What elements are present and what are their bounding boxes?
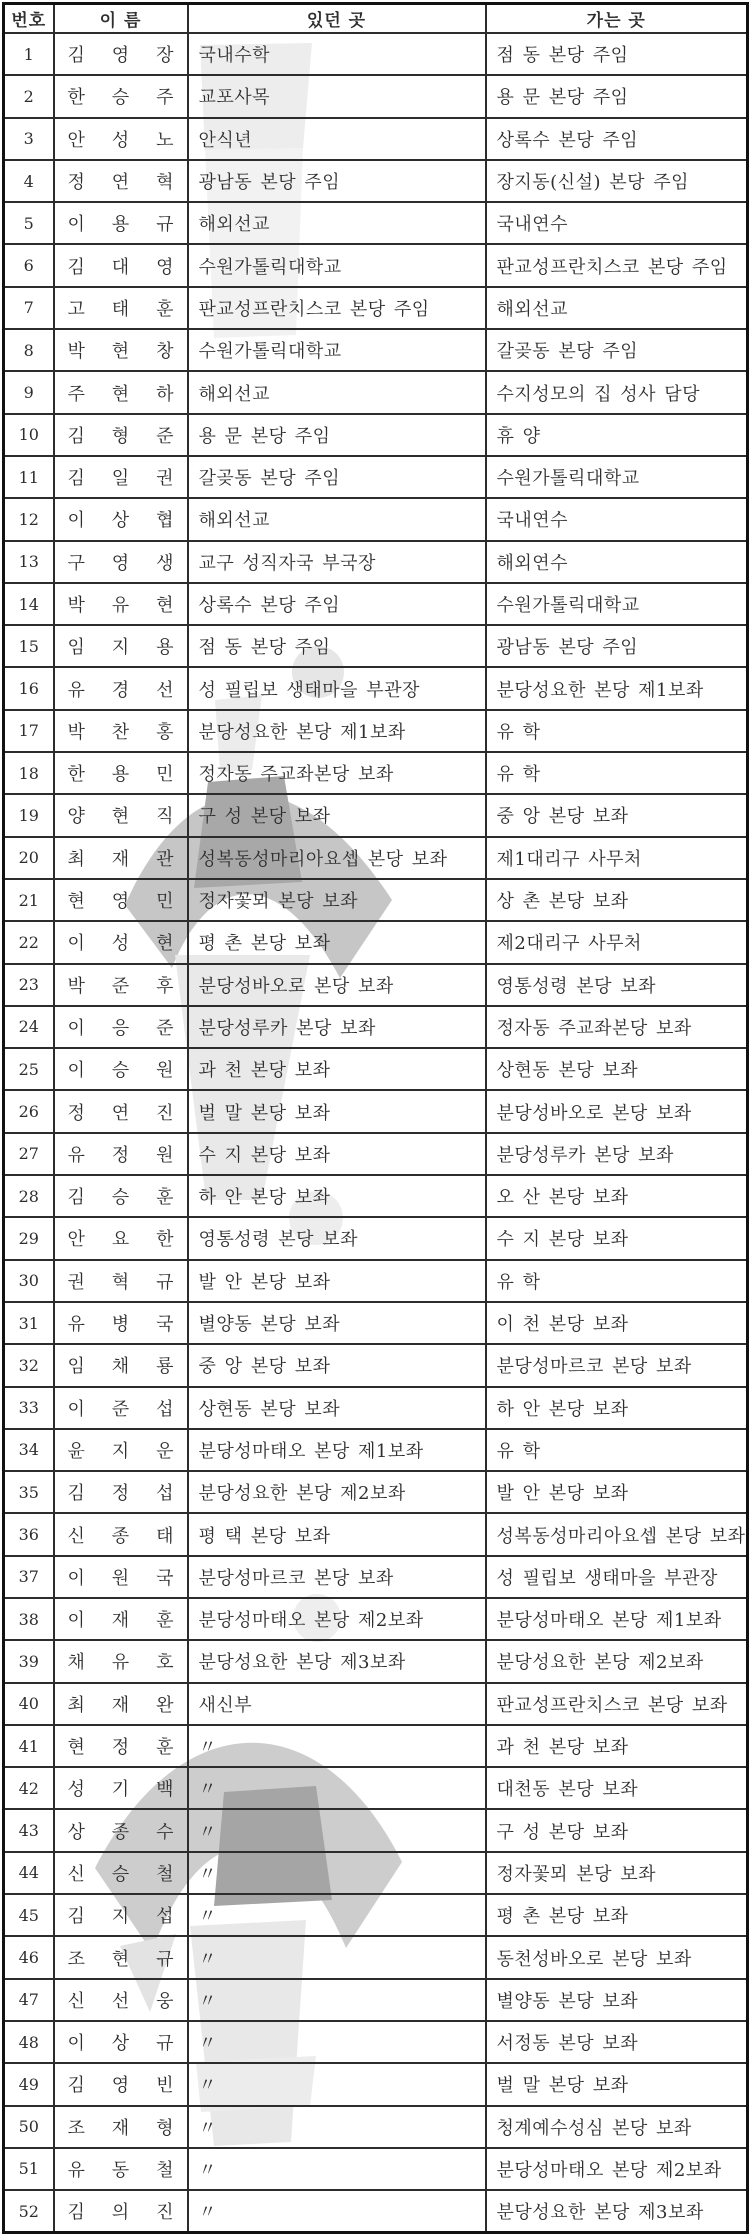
cell-name: 이 준 섭 [54,1387,188,1429]
cell-previous-post: 해외선교 [188,202,486,244]
cell-new-post: 평 촌 본당 보좌 [486,1894,748,1936]
cell-new-post: 정자동 주교좌본당 보좌 [486,1006,748,1048]
cell-number: 40 [4,1683,54,1725]
cell-number: 52 [4,2190,54,2232]
cell-previous-post: 정자동 주교좌본당 보좌 [188,752,486,794]
cell-new-post: 하 안 본당 보좌 [486,1387,748,1429]
table-row [4,1471,748,1513]
table-row [4,287,748,329]
table-row [4,2190,748,2232]
cell-name: 임 채 룡 [54,1344,188,1386]
cell-number: 44 [4,1852,54,1894]
cell-new-post: 별양동 본당 보좌 [486,1979,748,2021]
cell-previous-post: 〃 [188,1852,486,1894]
cell-number: 13 [4,541,54,583]
table-row [4,456,748,498]
cell-number: 16 [4,667,54,709]
cell-previous-post: 새신부 [188,1683,486,1725]
cell-number: 39 [4,1640,54,1682]
cell-new-post: 장지동(신설) 본당 주임 [486,160,748,202]
cell-name: 김 승 훈 [54,1175,188,1217]
cell-number: 4 [4,160,54,202]
cell-number: 18 [4,752,54,794]
cell-previous-post: 상록수 본당 주임 [188,583,486,625]
table-row [4,202,748,244]
cell-previous-post: 분당성요한 본당 제1보좌 [188,710,486,752]
cell-previous-post: 수원가톨릭대학교 [188,329,486,371]
table-row [4,244,748,286]
cell-previous-post: 〃 [188,1809,486,1851]
cell-number: 17 [4,710,54,752]
cell-name: 조 재 형 [54,2106,188,2148]
cell-new-post: 분당성마르코 본당 보좌 [486,1344,748,1386]
cell-name: 양 현 직 [54,794,188,836]
cell-name: 신 종 태 [54,1513,188,1555]
cell-previous-post: 수원가톨릭대학교 [188,244,486,286]
cell-previous-post: 분당성요한 본당 제3보좌 [188,1640,486,1682]
cell-number: 7 [4,287,54,329]
table-row [4,1344,748,1386]
table-row [4,667,748,709]
cell-name: 박 찬 홍 [54,710,188,752]
table-row [4,33,748,75]
cell-number: 50 [4,2106,54,2148]
cell-name: 안 성 노 [54,118,188,160]
cell-new-post: 분당성요한 본당 제3보좌 [486,2190,748,2232]
cell-number: 22 [4,921,54,963]
cell-name: 김 영 장 [54,33,188,75]
cell-name: 임 지 용 [54,625,188,667]
cell-new-post: 국내연수 [486,202,748,244]
cell-new-post: 과 천 본당 보좌 [486,1725,748,1767]
cell-new-post: 분당성요한 본당 제1보좌 [486,667,748,709]
personnel-transfer-table [2,2,749,2234]
cell-number: 51 [4,2148,54,2190]
cell-number: 21 [4,879,54,921]
cell-name: 김 일 권 [54,456,188,498]
cell-new-post: 제1대리구 사무처 [486,837,748,879]
table-row [4,160,748,202]
cell-number: 20 [4,837,54,879]
table-row [4,1260,748,1302]
cell-number: 46 [4,1936,54,1978]
table-row [4,921,748,963]
cell-previous-post: 〃 [188,1894,486,1936]
table-row [4,1048,748,1090]
column-header-previous-post: 있던 곳 [188,4,486,34]
table-row [4,837,748,879]
cell-previous-post: 상현동 본당 보좌 [188,1387,486,1429]
cell-name: 정 연 진 [54,1090,188,1132]
cell-new-post: 용 문 본당 주임 [486,75,748,117]
cell-name: 성 기 백 [54,1767,188,1809]
cell-name: 박 현 창 [54,329,188,371]
column-header-name: 이 름 [54,4,188,34]
cell-number: 27 [4,1133,54,1175]
cell-previous-post: 평 촌 본당 보좌 [188,921,486,963]
cell-new-post: 상현동 본당 보좌 [486,1048,748,1090]
cell-previous-post: 분당성마태오 본당 제1보좌 [188,1429,486,1471]
cell-previous-post: 〃 [188,2106,486,2148]
cell-previous-post: 교포사목 [188,75,486,117]
cell-new-post: 휴 양 [486,414,748,456]
cell-name: 최 재 관 [54,837,188,879]
cell-previous-post: 수 지 본당 보좌 [188,1133,486,1175]
cell-new-post: 정자꽃뫼 본당 보좌 [486,1852,748,1894]
cell-name: 안 요 한 [54,1217,188,1259]
cell-previous-post: 분당성바오로 본당 보좌 [188,964,486,1006]
cell-name: 주 현 하 [54,371,188,413]
cell-new-post: 분당성루카 본당 보좌 [486,1133,748,1175]
table-row [4,2063,748,2105]
cell-number: 2 [4,75,54,117]
cell-previous-post: 과 천 본당 보좌 [188,1048,486,1090]
cell-number: 6 [4,244,54,286]
cell-previous-post: 분당성마르코 본당 보좌 [188,1556,486,1598]
cell-previous-post: 분당성요한 본당 제2보좌 [188,1471,486,1513]
cell-previous-post: 〃 [188,2063,486,2105]
cell-name: 이 승 원 [54,1048,188,1090]
cell-previous-post: 발 안 본당 보좌 [188,1260,486,1302]
cell-previous-post: 〃 [188,1725,486,1767]
cell-new-post: 광남동 본당 주임 [486,625,748,667]
cell-previous-post: 정자꽃뫼 본당 보좌 [188,879,486,921]
cell-previous-post: 〃 [188,2190,486,2232]
cell-previous-post: 평 택 본당 보좌 [188,1513,486,1555]
cell-previous-post: 하 안 본당 보좌 [188,1175,486,1217]
table-row [4,1809,748,1851]
cell-number: 3 [4,118,54,160]
table-row [4,1387,748,1429]
cell-name: 김 형 준 [54,414,188,456]
cell-new-post: 수 지 본당 보좌 [486,1217,748,1259]
cell-new-post: 유 학 [486,1260,748,1302]
cell-new-post: 해외선교 [486,287,748,329]
cell-new-post: 유 학 [486,752,748,794]
cell-new-post: 오 산 본당 보좌 [486,1175,748,1217]
cell-new-post: 갈곶동 본당 주임 [486,329,748,371]
cell-new-post: 수원가톨릭대학교 [486,583,748,625]
cell-previous-post: 용 문 본당 주임 [188,414,486,456]
table-row [4,75,748,117]
cell-new-post: 청계예수성심 본당 보좌 [486,2106,748,2148]
table-row [4,964,748,1006]
cell-number: 11 [4,456,54,498]
cell-previous-post: 중 앙 본당 보좌 [188,1344,486,1386]
cell-new-post: 판교성프란치스코 본당 보좌 [486,1683,748,1725]
cell-new-post: 이 천 본당 보좌 [486,1302,748,1344]
cell-previous-post: 해외선교 [188,371,486,413]
cell-name: 조 현 규 [54,1936,188,1978]
cell-number: 32 [4,1344,54,1386]
cell-number: 38 [4,1598,54,1640]
cell-name: 유 정 원 [54,1133,188,1175]
cell-name: 신 선 웅 [54,1979,188,2021]
cell-new-post: 수지성모의 집 성사 담당 [486,371,748,413]
table-row [4,1598,748,1640]
cell-number: 25 [4,1048,54,1090]
table-row [4,371,748,413]
cell-new-post: 분당성마태오 본당 제2보좌 [486,2148,748,2190]
cell-number: 14 [4,583,54,625]
cell-previous-post: 판교성프란치스코 본당 주임 [188,287,486,329]
table-row [4,794,748,836]
cell-name: 구 영 생 [54,541,188,583]
table-row [4,414,748,456]
cell-new-post: 상록수 본당 주임 [486,118,748,160]
cell-previous-post: 안식년 [188,118,486,160]
table-row [4,1175,748,1217]
table-row [4,2148,748,2190]
cell-name: 고 태 훈 [54,287,188,329]
table-row [4,1894,748,1936]
cell-new-post: 점 동 본당 주임 [486,33,748,75]
cell-number: 45 [4,1894,54,1936]
cell-previous-post: 〃 [188,2021,486,2063]
cell-previous-post: 분당성루카 본당 보좌 [188,1006,486,1048]
cell-new-post: 서정동 본당 보좌 [486,2021,748,2063]
cell-name: 유 병 국 [54,1302,188,1344]
table-row [4,625,748,667]
cell-name: 최 재 완 [54,1683,188,1725]
cell-name: 정 연 혁 [54,160,188,202]
cell-new-post: 유 학 [486,710,748,752]
cell-name: 신 승 철 [54,1852,188,1894]
cell-number: 36 [4,1513,54,1555]
cell-previous-post: 〃 [188,1936,486,1978]
table-row [4,1513,748,1555]
cell-name: 박 유 현 [54,583,188,625]
header-row [4,4,748,34]
cell-new-post: 구 성 본당 보좌 [486,1809,748,1851]
cell-name: 상 종 수 [54,1809,188,1851]
cell-previous-post: 〃 [188,2148,486,2190]
cell-number: 41 [4,1725,54,1767]
cell-name: 이 원 국 [54,1556,188,1598]
cell-previous-post: 영통성령 본당 보좌 [188,1217,486,1259]
cell-name: 윤 지 운 [54,1429,188,1471]
cell-name: 이 용 규 [54,202,188,244]
cell-new-post: 영통성령 본당 보좌 [486,964,748,1006]
cell-new-post: 발 안 본당 보좌 [486,1471,748,1513]
column-header-number: 번호 [4,4,54,34]
cell-number: 15 [4,625,54,667]
cell-previous-post: 별양동 본당 보좌 [188,1302,486,1344]
cell-number: 37 [4,1556,54,1598]
cell-number: 42 [4,1767,54,1809]
table-row [4,710,748,752]
cell-number: 23 [4,964,54,1006]
cell-name: 김 지 섭 [54,1894,188,1936]
table-row [4,2021,748,2063]
cell-new-post: 성 필립보 생태마을 부관장 [486,1556,748,1598]
cell-new-post: 대천동 본당 보좌 [486,1767,748,1809]
table-row [4,1006,748,1048]
cell-number: 47 [4,1979,54,2021]
cell-number: 29 [4,1217,54,1259]
table-row [4,2106,748,2148]
cell-previous-post: 성복동성마리아요셉 본당 보좌 [188,837,486,879]
cell-name: 유 동 철 [54,2148,188,2190]
table-row [4,1725,748,1767]
cell-name: 김 영 빈 [54,2063,188,2105]
cell-number: 48 [4,2021,54,2063]
cell-number: 9 [4,371,54,413]
table-row [4,752,748,794]
cell-number: 49 [4,2063,54,2105]
table-row [4,1683,748,1725]
cell-new-post: 분당성바오로 본당 보좌 [486,1090,748,1132]
cell-new-post: 분당성요한 본당 제2보좌 [486,1640,748,1682]
cell-new-post: 중 앙 본당 보좌 [486,794,748,836]
cell-name: 이 상 협 [54,498,188,540]
cell-name: 이 상 규 [54,2021,188,2063]
table-row [4,1936,748,1978]
cell-previous-post: 분당성마태오 본당 제2보좌 [188,1598,486,1640]
cell-number: 43 [4,1809,54,1851]
cell-previous-post: 성 필립보 생태마을 부관장 [188,667,486,709]
cell-name: 이 응 준 [54,1006,188,1048]
cell-new-post: 상 촌 본당 보좌 [486,879,748,921]
cell-name: 이 성 현 [54,921,188,963]
cell-new-post: 분당성마태오 본당 제1보좌 [486,1598,748,1640]
column-header-new-post: 가는 곳 [486,4,748,34]
cell-previous-post: 광남동 본당 주임 [188,160,486,202]
cell-previous-post: 교구 성직자국 부국장 [188,541,486,583]
cell-number: 33 [4,1387,54,1429]
cell-name: 김 의 진 [54,2190,188,2232]
cell-name: 한 승 주 [54,75,188,117]
table-row [4,1852,748,1894]
table-row [4,541,748,583]
cell-number: 35 [4,1471,54,1513]
cell-number: 24 [4,1006,54,1048]
cell-new-post: 판교성프란치스코 본당 주임 [486,244,748,286]
cell-previous-post: 해외선교 [188,498,486,540]
cell-name: 현 정 훈 [54,1725,188,1767]
cell-previous-post: 벌 말 본당 보좌 [188,1090,486,1132]
cell-previous-post: 점 동 본당 주임 [188,625,486,667]
table-row [4,879,748,921]
cell-previous-post: 갈곶동 본당 주임 [188,456,486,498]
table-row [4,1979,748,2021]
table-row [4,1556,748,1598]
cell-name: 유 경 선 [54,667,188,709]
table-row [4,1640,748,1682]
cell-number: 28 [4,1175,54,1217]
cell-new-post: 수원가톨릭대학교 [486,456,748,498]
cell-new-post: 해외연수 [486,541,748,583]
cell-new-post: 성복동성마리아요셉 본당 보좌 [486,1513,748,1555]
cell-name: 현 영 민 [54,879,188,921]
cell-number: 10 [4,414,54,456]
table-row [4,1429,748,1471]
cell-number: 26 [4,1090,54,1132]
cell-previous-post: 국내수학 [188,33,486,75]
cell-new-post: 벌 말 본당 보좌 [486,2063,748,2105]
cell-number: 12 [4,498,54,540]
cell-name: 김 정 섭 [54,1471,188,1513]
table-row [4,118,748,160]
table-row [4,583,748,625]
cell-number: 31 [4,1302,54,1344]
cell-name: 한 용 민 [54,752,188,794]
table-row [4,1302,748,1344]
cell-number: 30 [4,1260,54,1302]
cell-number: 1 [4,33,54,75]
cell-new-post: 동천성바오로 본당 보좌 [486,1936,748,1978]
cell-name: 이 재 훈 [54,1598,188,1640]
cell-previous-post: 〃 [188,1979,486,2021]
cell-new-post: 제2대리구 사무처 [486,921,748,963]
table-row [4,329,748,371]
cell-number: 8 [4,329,54,371]
cell-name: 김 대 영 [54,244,188,286]
table-row [4,1090,748,1132]
table-row [4,498,748,540]
cell-name: 채 유 호 [54,1640,188,1682]
cell-previous-post: 〃 [188,1767,486,1809]
cell-name: 박 준 후 [54,964,188,1006]
cell-number: 19 [4,794,54,836]
table-row [4,1767,748,1809]
cell-previous-post: 구 성 본당 보좌 [188,794,486,836]
table-row [4,1133,748,1175]
cell-number: 5 [4,202,54,244]
table-row [4,1217,748,1259]
cell-new-post: 유 학 [486,1429,748,1471]
cell-new-post: 국내연수 [486,498,748,540]
cell-number: 34 [4,1429,54,1471]
cell-name: 권 혁 규 [54,1260,188,1302]
